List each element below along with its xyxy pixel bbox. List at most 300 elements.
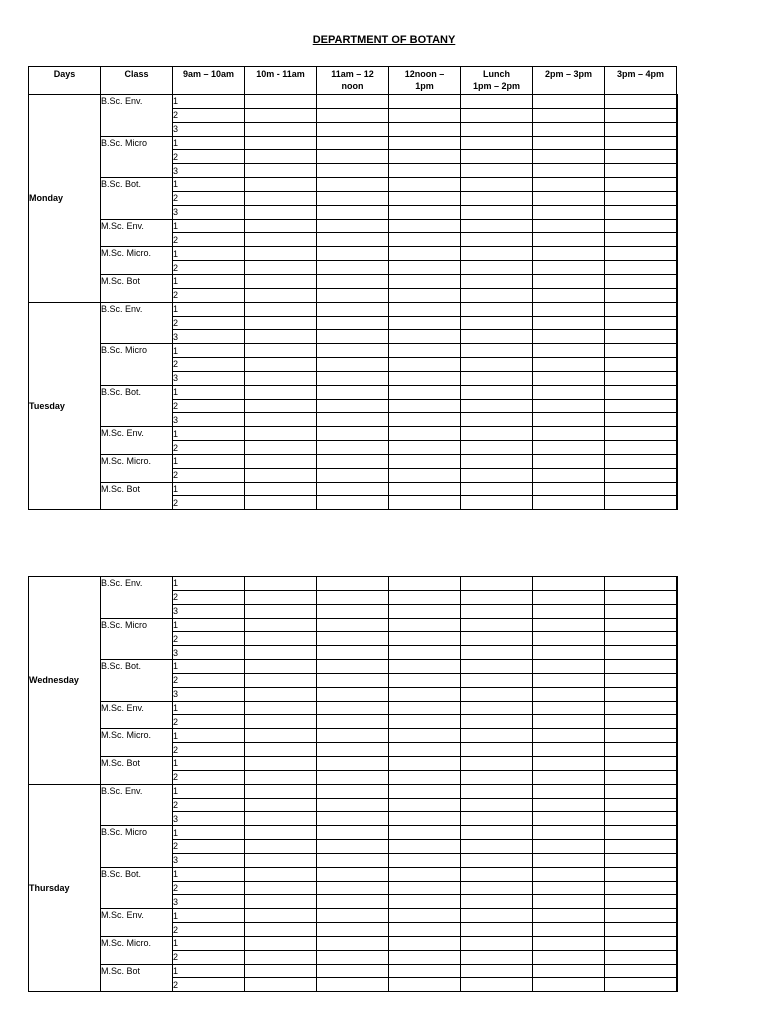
slot-cell	[245, 881, 317, 895]
day-thursday: Thursday	[29, 784, 101, 992]
slot-cell	[533, 454, 605, 468]
column-header-9am-10am	[173, 67, 245, 95]
slot-cell	[245, 427, 317, 441]
slot-cell	[245, 136, 317, 150]
slot-cell	[461, 247, 533, 261]
column-header-text: 10m - 11am	[256, 69, 305, 79]
slot-cell	[461, 909, 533, 923]
table-row	[29, 660, 678, 674]
table-row	[29, 826, 678, 840]
slot-cell	[245, 496, 317, 510]
section-number: 2	[173, 288, 245, 302]
slot-cell	[245, 468, 317, 482]
slot-cell	[677, 743, 678, 757]
table-row	[29, 909, 678, 923]
section-number: 2	[173, 632, 245, 646]
section-number: 1	[173, 344, 245, 358]
slot-cell	[605, 895, 677, 909]
slot-cell	[605, 826, 677, 840]
slot-cell	[389, 261, 461, 275]
slot-cell	[533, 853, 605, 867]
slot-cell	[317, 482, 389, 496]
slot-cell	[533, 261, 605, 275]
slot-cell	[389, 715, 461, 729]
header-row	[29, 67, 678, 95]
slot-cell	[317, 590, 389, 604]
slot-cell	[677, 756, 678, 770]
section-number: 2	[173, 923, 245, 937]
slot-cell	[317, 302, 389, 316]
slot-cell	[389, 164, 461, 178]
slot-cell	[317, 413, 389, 427]
table-row	[29, 577, 678, 591]
slot-cell	[677, 205, 678, 219]
slot-cell	[245, 150, 317, 164]
column-header-text: 11am – 12	[331, 69, 374, 79]
slot-cell	[389, 812, 461, 826]
slot-cell	[245, 274, 317, 288]
slot-cell	[677, 590, 678, 604]
slot-cell	[605, 205, 677, 219]
class-b-sc-micro: B.Sc. Micro	[101, 344, 173, 386]
section-number: 3	[173, 895, 245, 909]
slot-cell	[461, 826, 533, 840]
slot-cell	[533, 770, 605, 784]
slot-cell	[677, 136, 678, 150]
section-number: 2	[173, 950, 245, 964]
section-number: 1	[173, 826, 245, 840]
slot-cell	[533, 205, 605, 219]
slot-cell	[677, 784, 678, 798]
slot-cell	[461, 385, 533, 399]
slot-cell	[389, 743, 461, 757]
timetable-wed-thu	[28, 576, 678, 992]
slot-cell	[605, 247, 677, 261]
slot-cell	[533, 978, 605, 992]
section-number: 2	[173, 358, 245, 372]
slot-cell	[389, 399, 461, 413]
slot-cell	[605, 454, 677, 468]
slot-cell	[245, 219, 317, 233]
slot-cell	[245, 178, 317, 192]
slot-cell	[245, 646, 317, 660]
slot-cell	[245, 715, 317, 729]
section-number: 1	[173, 95, 245, 109]
slot-cell	[461, 219, 533, 233]
slot-cell	[317, 867, 389, 881]
table-row	[29, 95, 678, 109]
slot-cell	[389, 673, 461, 687]
slot-cell	[245, 344, 317, 358]
slot-cell	[533, 701, 605, 715]
slot-cell	[317, 274, 389, 288]
slot-cell	[677, 399, 678, 413]
slot-cell	[605, 701, 677, 715]
column-header-11am-12-noon	[317, 67, 389, 95]
section-number: 2	[173, 399, 245, 413]
slot-cell	[389, 577, 461, 591]
class-b-sc-env: B.Sc. Env.	[101, 95, 173, 137]
slot-cell	[461, 288, 533, 302]
page-title: DEPARTMENT OF BOTANY	[312, 34, 456, 46]
day-tuesday: Tuesday	[29, 302, 101, 510]
slot-cell	[317, 496, 389, 510]
slot-cell	[605, 496, 677, 510]
slot-cell	[461, 441, 533, 455]
slot-cell	[245, 385, 317, 399]
slot-cell	[245, 840, 317, 854]
table-row	[29, 178, 678, 192]
slot-cell	[317, 632, 389, 646]
slot-cell	[317, 261, 389, 275]
slot-cell	[533, 164, 605, 178]
slot-cell	[461, 673, 533, 687]
slot-cell	[605, 936, 677, 950]
slot-cell	[677, 715, 678, 729]
slot-cell	[533, 909, 605, 923]
slot-cell	[533, 923, 605, 937]
slot-cell	[677, 660, 678, 674]
table-row	[29, 964, 678, 978]
section-number: 1	[173, 701, 245, 715]
slot-cell	[317, 673, 389, 687]
slot-cell	[245, 316, 317, 330]
slot-cell	[245, 441, 317, 455]
section-number: 3	[173, 205, 245, 219]
slot-cell	[605, 590, 677, 604]
column-header-3pm-4pm	[605, 67, 677, 95]
section-number: 3	[173, 646, 245, 660]
slot-cell	[317, 330, 389, 344]
slot-cell	[605, 646, 677, 660]
slot-cell	[605, 743, 677, 757]
slot-cell	[389, 964, 461, 978]
slot-cell	[389, 770, 461, 784]
slot-cell	[245, 660, 317, 674]
column-header-10m-11am	[245, 67, 317, 95]
slot-cell	[677, 853, 678, 867]
slot-cell	[533, 618, 605, 632]
slot-cell	[317, 136, 389, 150]
slot-cell	[389, 108, 461, 122]
slot-cell	[677, 344, 678, 358]
slot-cell	[317, 978, 389, 992]
column-header-text: 2pm – 3pm	[544, 69, 593, 79]
slot-cell	[245, 122, 317, 136]
slot-cell	[461, 136, 533, 150]
slot-cell	[389, 302, 461, 316]
slot-cell	[389, 274, 461, 288]
slot-cell	[605, 840, 677, 854]
slot-cell	[389, 454, 461, 468]
slot-cell	[677, 673, 678, 687]
slot-cell	[317, 646, 389, 660]
slot-cell	[461, 233, 533, 247]
slot-cell	[677, 413, 678, 427]
slot-cell	[317, 577, 389, 591]
column-header-days	[29, 67, 101, 95]
slot-cell	[245, 909, 317, 923]
slot-cell	[389, 358, 461, 372]
slot-cell	[605, 715, 677, 729]
slot-cell	[389, 618, 461, 632]
column-header-12noon-1pm	[389, 67, 461, 95]
slot-cell	[389, 427, 461, 441]
slot-cell	[389, 330, 461, 344]
class-b-sc-env: B.Sc. Env.	[101, 302, 173, 344]
slot-cell	[389, 219, 461, 233]
section-number: 1	[173, 454, 245, 468]
slot-cell	[533, 191, 605, 205]
class-m-sc-env: M.Sc. Env.	[101, 701, 173, 729]
slot-cell	[317, 881, 389, 895]
slot-cell	[461, 122, 533, 136]
slot-cell	[677, 826, 678, 840]
slot-cell	[245, 358, 317, 372]
slot-cell	[461, 867, 533, 881]
section-number: 3	[173, 812, 245, 826]
slot-cell	[245, 867, 317, 881]
slot-cell	[245, 895, 317, 909]
slot-cell	[461, 881, 533, 895]
slot-cell	[317, 964, 389, 978]
slot-cell	[389, 950, 461, 964]
slot-cell	[389, 482, 461, 496]
slot-cell	[461, 770, 533, 784]
section-number: 1	[173, 867, 245, 881]
class-m-sc-micro: M.Sc. Micro.	[101, 936, 173, 964]
slot-cell	[389, 840, 461, 854]
slot-cell	[677, 164, 678, 178]
slot-cell	[461, 950, 533, 964]
slot-cell	[245, 413, 317, 427]
slot-cell	[461, 715, 533, 729]
slot-cell	[245, 247, 317, 261]
slot-cell	[389, 136, 461, 150]
slot-cell	[533, 344, 605, 358]
slot-cell	[677, 316, 678, 330]
section-number: 3	[173, 604, 245, 618]
slot-cell	[533, 826, 605, 840]
table-row	[29, 618, 678, 632]
class-b-sc-env: B.Sc. Env.	[101, 577, 173, 619]
slot-cell	[677, 840, 678, 854]
slot-cell	[677, 468, 678, 482]
column-header-text: 3pm – 4pm	[616, 69, 665, 79]
slot-cell	[533, 178, 605, 192]
slot-cell	[317, 468, 389, 482]
slot-cell	[317, 399, 389, 413]
slot-cell	[461, 164, 533, 178]
slot-cell	[533, 274, 605, 288]
slot-cell	[533, 247, 605, 261]
slot-cell	[605, 687, 677, 701]
class-m-sc-bot: M.Sc. Bot	[101, 482, 173, 510]
slot-cell	[317, 122, 389, 136]
slot-cell	[245, 936, 317, 950]
slot-cell	[317, 164, 389, 178]
slot-cell	[677, 618, 678, 632]
section-number: 2	[173, 496, 245, 510]
slot-cell	[605, 233, 677, 247]
slot-cell	[389, 756, 461, 770]
slot-cell	[461, 413, 533, 427]
slot-cell	[245, 577, 317, 591]
slot-cell	[461, 660, 533, 674]
slot-cell	[533, 756, 605, 770]
table-row	[29, 136, 678, 150]
slot-cell	[461, 399, 533, 413]
slot-cell	[533, 122, 605, 136]
slot-cell	[245, 798, 317, 812]
slot-cell	[461, 178, 533, 192]
slot-cell	[461, 798, 533, 812]
slot-cell	[533, 673, 605, 687]
slot-cell	[605, 136, 677, 150]
slot-cell	[533, 660, 605, 674]
slot-cell	[245, 756, 317, 770]
slot-cell	[245, 205, 317, 219]
slot-cell	[533, 95, 605, 109]
section-number: 2	[173, 233, 245, 247]
day-wednesday: Wednesday	[29, 577, 101, 785]
slot-cell	[605, 632, 677, 646]
slot-cell	[389, 646, 461, 660]
slot-cell	[245, 687, 317, 701]
section-number: 1	[173, 729, 245, 743]
slot-cell	[389, 247, 461, 261]
slot-cell	[533, 482, 605, 496]
slot-cell	[317, 441, 389, 455]
slot-cell	[605, 660, 677, 674]
slot-cell	[245, 604, 317, 618]
slot-cell	[605, 798, 677, 812]
slot-cell	[605, 288, 677, 302]
slot-cell	[677, 427, 678, 441]
class-m-sc-micro: M.Sc. Micro.	[101, 454, 173, 482]
slot-cell	[605, 427, 677, 441]
class-m-sc-bot: M.Sc. Bot	[101, 274, 173, 302]
slot-cell	[677, 701, 678, 715]
slot-cell	[677, 964, 678, 978]
slot-cell	[317, 756, 389, 770]
slot-cell	[533, 729, 605, 743]
slot-cell	[317, 191, 389, 205]
slot-cell	[317, 604, 389, 618]
class-b-sc-bot: B.Sc. Bot.	[101, 178, 173, 220]
slot-cell	[533, 371, 605, 385]
slot-cell	[533, 219, 605, 233]
slot-cell	[245, 191, 317, 205]
slot-cell	[389, 205, 461, 219]
slot-cell	[317, 205, 389, 219]
slot-cell	[533, 441, 605, 455]
table-row	[29, 247, 678, 261]
slot-cell	[245, 454, 317, 468]
slot-cell	[389, 385, 461, 399]
section-number: 2	[173, 590, 245, 604]
slot-cell	[605, 881, 677, 895]
slot-cell	[317, 316, 389, 330]
section-number: 1	[173, 964, 245, 978]
slot-cell	[605, 441, 677, 455]
slot-cell	[317, 358, 389, 372]
table-row	[29, 454, 678, 468]
slot-cell	[461, 701, 533, 715]
class-b-sc-env: B.Sc. Env.	[101, 784, 173, 826]
slot-cell	[317, 178, 389, 192]
slot-cell	[461, 205, 533, 219]
slot-cell	[605, 95, 677, 109]
slot-cell	[461, 274, 533, 288]
slot-cell	[677, 577, 678, 591]
slot-cell	[245, 673, 317, 687]
slot-cell	[677, 371, 678, 385]
slot-cell	[389, 826, 461, 840]
slot-cell	[389, 316, 461, 330]
slot-cell	[317, 743, 389, 757]
slot-cell	[245, 288, 317, 302]
class-b-sc-bot: B.Sc. Bot.	[101, 660, 173, 702]
table-row	[29, 784, 678, 798]
section-number: 2	[173, 881, 245, 895]
class-m-sc-env: M.Sc. Env.	[101, 909, 173, 937]
slot-cell	[605, 950, 677, 964]
slot-cell	[605, 330, 677, 344]
section-number: 3	[173, 413, 245, 427]
slot-cell	[605, 191, 677, 205]
slot-cell	[605, 964, 677, 978]
slot-cell	[533, 385, 605, 399]
slot-cell	[533, 316, 605, 330]
slot-cell	[389, 496, 461, 510]
section-number: 2	[173, 191, 245, 205]
slot-cell	[245, 330, 317, 344]
timetable-mon-tue	[28, 66, 678, 510]
slot-cell	[317, 701, 389, 715]
slot-cell	[533, 468, 605, 482]
slot-cell	[245, 729, 317, 743]
class-m-sc-micro: M.Sc. Micro.	[101, 729, 173, 757]
column-header-lunch-1pm-2pm	[461, 67, 533, 95]
slot-cell	[533, 427, 605, 441]
slot-cell	[533, 577, 605, 591]
slot-cell	[605, 316, 677, 330]
table-row	[29, 867, 678, 881]
slot-cell	[245, 618, 317, 632]
section-number: 1	[173, 302, 245, 316]
slot-cell	[533, 399, 605, 413]
slot-cell	[389, 604, 461, 618]
slot-cell	[533, 108, 605, 122]
slot-cell	[605, 399, 677, 413]
slot-cell	[389, 798, 461, 812]
slot-cell	[677, 233, 678, 247]
slot-cell	[605, 770, 677, 784]
slot-cell	[605, 178, 677, 192]
column-header-text: 12noon –	[404, 69, 445, 79]
slot-cell	[533, 798, 605, 812]
class-m-sc-env: M.Sc. Env.	[101, 427, 173, 455]
slot-cell	[317, 715, 389, 729]
slot-cell	[605, 756, 677, 770]
slot-cell	[389, 895, 461, 909]
slot-cell	[317, 826, 389, 840]
class-m-sc-bot: M.Sc. Bot	[101, 756, 173, 784]
slot-cell	[317, 454, 389, 468]
section-number: 3	[173, 371, 245, 385]
slot-cell	[677, 646, 678, 660]
